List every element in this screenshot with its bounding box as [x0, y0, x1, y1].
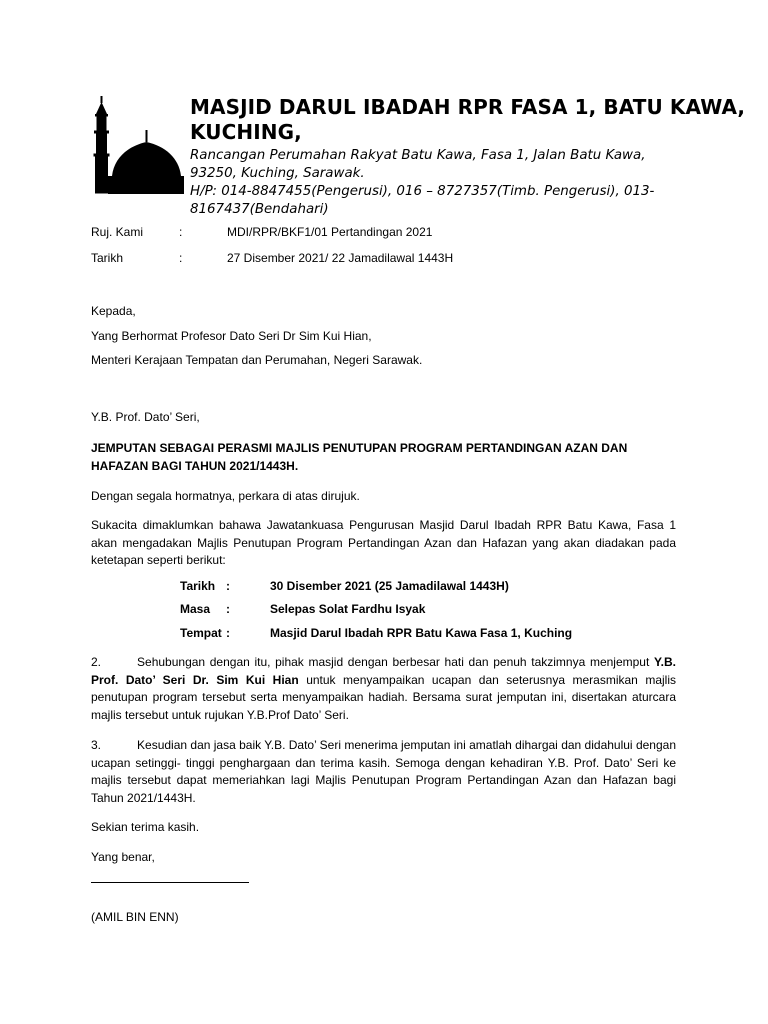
reference-colon: : [179, 225, 183, 239]
reference-value: MDI/RPR/BKF1/01 Pertandingan 2021 [227, 225, 433, 239]
recipient-kepada: Kepada, [91, 304, 136, 318]
mosque-address-block [190, 147, 710, 219]
invitee-name: Y.B. Prof. Dato’ Seri Dr. Sim Kui Hian [91, 655, 676, 687]
paragraph-3 [91, 737, 676, 807]
event-date-value: 30 Disember 2021 (25 Jamadilawal 1443H) [270, 579, 509, 593]
closing-line: Sekian terima kasih. [91, 820, 200, 834]
reference-label: Ruj. Kami [91, 225, 144, 239]
event-venue-colon: : [226, 626, 230, 640]
letter-subject: JEMPUTAN SEBAGAI PERASMI MAJLIS PENUTUPAN PROGRAM PERTANDINGAN AZAN DAN HAFAZAN BAGI TAHUN 2021/1443H. [91, 441, 628, 473]
event-time-label: Masa [180, 602, 211, 616]
event-time-value: Selepas Solat Fardhu Isyak [270, 602, 426, 616]
address-line: 93250, Kuching, Sarawak. [190, 166, 365, 181]
address-line: Rancangan Perumahan Rakyat Batu Kawa, Fasa 1, Jalan Batu Kawa, [190, 148, 646, 163]
event-time-colon: : [226, 602, 230, 616]
event-date-label: Tarikh [180, 579, 216, 593]
recipient-name: Yang Berhormat Profesor Dato Seri Dr Sim Kui Hian, [91, 329, 372, 343]
paragraph-3-number: 3. [91, 738, 102, 752]
salutation: Y.B. Prof. Dato’ Seri, [91, 410, 200, 424]
date-label: Tarikh [91, 251, 124, 265]
phone-line: 8167437(Bendahari) [190, 202, 329, 217]
event-date-colon: : [226, 579, 230, 593]
signature-line [91, 882, 249, 883]
date-value: 27 Disember 2021/ 22 Jamadilawal 1443H [227, 251, 454, 265]
signatory-name: (AMIL BIN ENN) [91, 910, 179, 924]
phone-line: H/P: 014-8847455(Pengerusi), 016 – 8727357(Timb. Pengerusi), 013- [190, 184, 655, 199]
paragraph-2-number: 2. [91, 655, 102, 669]
paragraph-2-text-b: untuk menyampaikan ucapan dan seterusnya merasmikan majlis penutupan program tersebut serta menyampaikan hadiah. Bersama surat jemputan ini, disertakan aturcara majlis tersebut untuk rujukan Y.B.Prof Dato’ Seri. [91, 672, 676, 722]
mosque-icon [88, 92, 184, 196]
recipient-position: Menteri Kerajaan Tempatan dan Perumahan, Negeri Sarawak. [91, 353, 423, 367]
date-colon: : [179, 251, 183, 265]
event-venue-value: Masjid Darul Ibadah RPR Batu Kawa Fasa 1, Kuching [270, 626, 573, 640]
paragraph-2 [91, 654, 676, 724]
opening-line: Dengan segala hormatnya, perkara di atas dirujuk. [91, 489, 360, 503]
paragraph-1: Sukacita dimaklumkan bahawa Jawatankuasa Pengurusan Masjid Darul Ibadah RPR Batu Kawa, Fasa 1 akan mengadakan Majlis Penutupan Program Pertandingan Azan dan Hafazan yang akan diadakan pada ketetapan seperti berikut: [91, 518, 676, 567]
event-venue-label: Tempat [180, 626, 222, 640]
yang-benar: Yang benar, [91, 850, 155, 864]
paragraph-3-text: Kesudian dan jasa baik Y.B. Dato’ Seri menerima jemputan ini amatlah dihargai dan didahului dengan ucapan setinggi- tinggi penghargaan dan terima kasih. Semoga dengan kehadiran Y.B. Prof. Dato’ Seri ke majlis tersebut dapat memeriahkan lagi Majlis Penutupan Program Pertandingan Azan dan Hafazan bagi Tahun 2021/1443H. [91, 738, 676, 805]
mosque-name-title: MASJID DARUL IBADAH RPR FASA 1, BATU KAWA, KUCHING, [190, 95, 746, 144]
paragraph-2-text-a: Sehubungan dengan itu, pihak masjid dengan berbesar hati dan penuh takzimnya menjemput [137, 655, 650, 669]
